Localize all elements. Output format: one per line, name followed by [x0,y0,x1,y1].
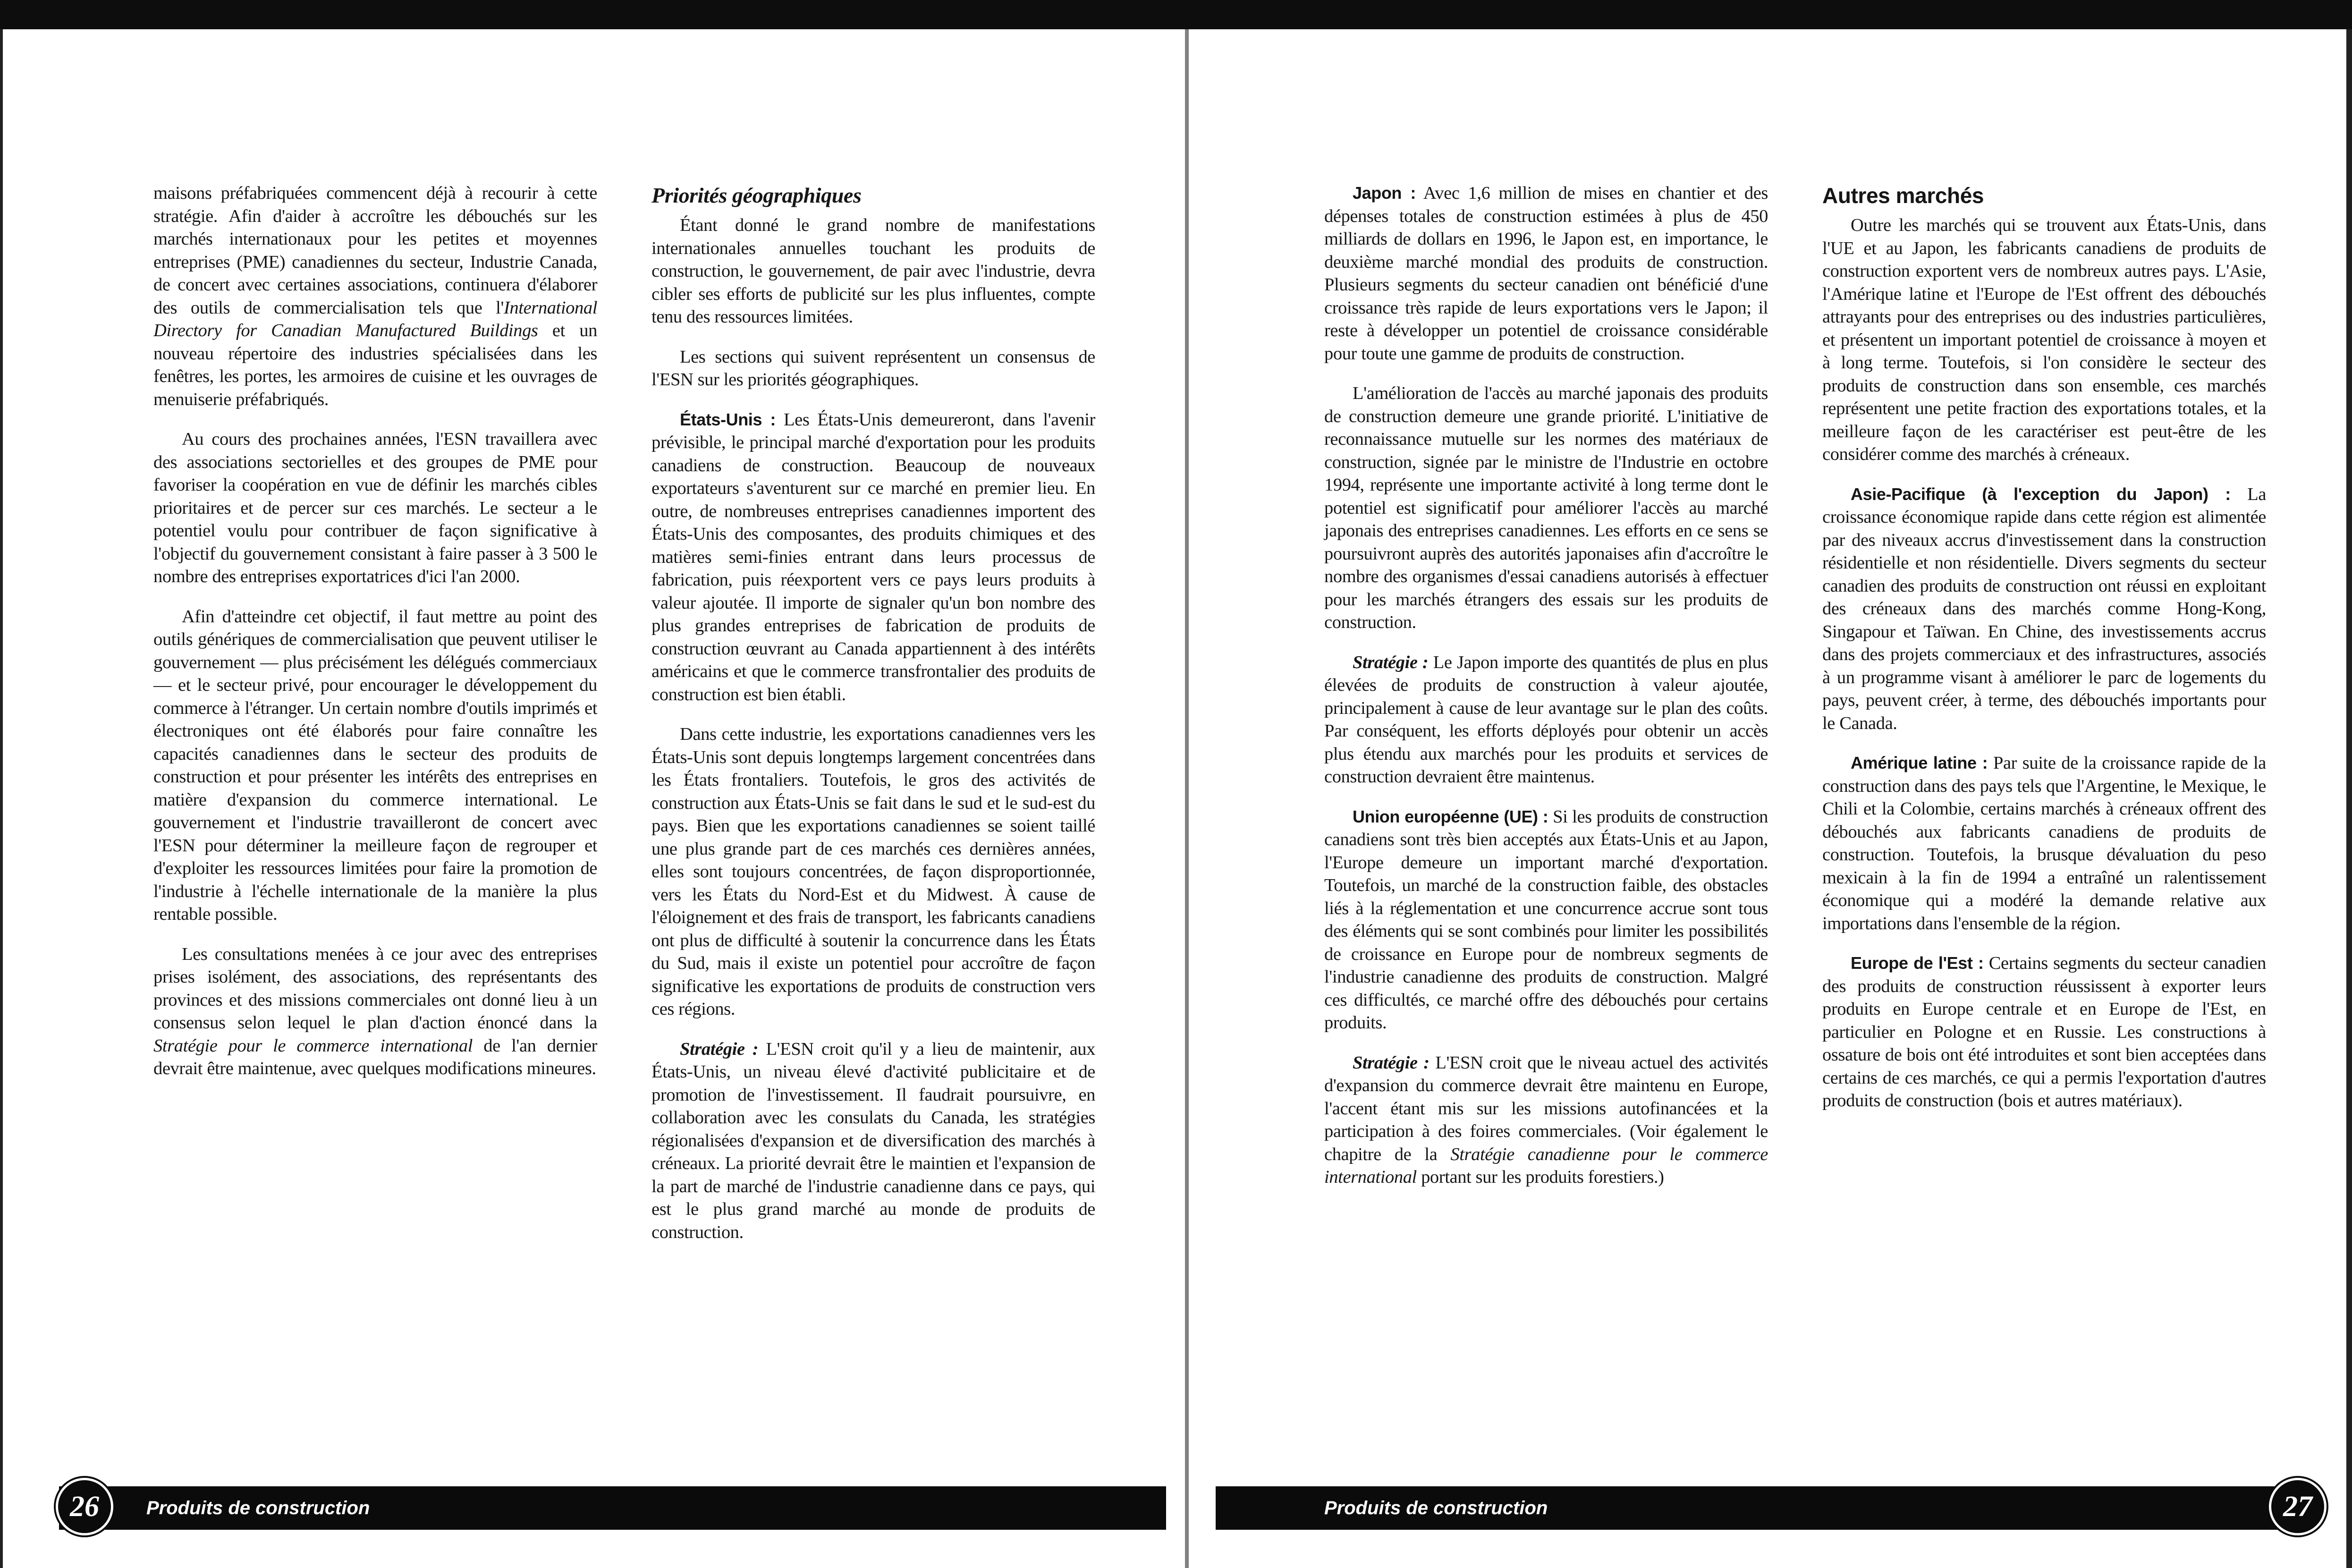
italic-title: International Directory for Canadian Manufactured Buildings [153,297,597,340]
text: L'ESN croit que le niveau actuel des activités d'expansion du commerce devrait être maintenu en Europe, l'accent étant mis sur les missions autofinancées et la participation à des foires commerciales. (Voir également le chapitre de la [1324,1052,1768,1164]
page-number-badge: 27 [2269,1478,2327,1535]
paragraph: Les sections qui suivent représentent un consensus de l'ESN sur les priorités géographiques. [651,347,1095,390]
footer-section-label: Produits de construction [1324,1498,1548,1518]
footer-bar-right [1216,1486,2278,1530]
section-heading-other-markets: Autres marchés [1822,183,1984,208]
paragraph [153,182,597,411]
text: Si les produits de construction canadiens sont très bien acceptés aux États-Unis et au Japon, l'Europe demeure un important marché d'exportation. Toutefois, un marché de la construction faible, des obstacles liés à la réglementation et une concurrence accrue sont tous des éléments qui se sont combinés pour limiter les possibilités de croissance en Europe pour de nombreux segments de l'industrie canadienne des produits de construction. Malgré ces difficultés, ce marché offre des débouchés pour certains produits. [1324,806,1768,1033]
paragraph: Afin d'atteindre cet objectif, il faut mettre au point des outils génériques de commercialisation que peuvent utiliser le gouvernement — plus précisément les délégués commerciaux — et le secteur privé, pour encourager le développement du commerce à l'étranger. Un certain nombre d'outils imprimés et électroniques ont été élaborés pour faire connaître les capacités canadiennes dans le secteur des produits de construction et pour présenter les intérêts des entreprises en matière d'expansion du commerce international. Le gouvernement et l'industrie travailleront de concert avec l'ESN pour déterminer la meilleure façon de regrouper et d'exploiter les ressources limitées pour faire la promotion de l'industrie à l'échelle internationale de la manière la plus rentable possible. [153,606,597,924]
text: portant sur les produits forestiers.) [1416,1167,1664,1187]
paragraph-asia-pacific [1822,483,2266,735]
book-spine-gutter [1185,29,1189,1568]
section-heading-geographic-priorities: Priorités géographiques [651,183,862,207]
page-number-badge: 26 [56,1478,113,1535]
italic-title: Stratégie pour le commerce international [153,1035,473,1056]
run-in-heading: Stratégie : [680,1039,759,1059]
right-page-column-1 [1324,182,1768,1206]
run-in-heading: Union européenne (UE) : [1353,806,1548,826]
paragraph-strategy [1324,1051,1768,1189]
text: maisons préfabriquées commencent déjà à recourir à cette stratégie. Afin d'aider à accroître les débouchés sur les marchés internationaux pour les petites et moyennes entreprises (PME) canadiennes du secteur, Industrie Canada, de concert avec certaines associations, continuera d'élaborer des outils de commercialisation tels que l' [153,183,597,318]
run-in-heading: Stratégie : [1353,1052,1430,1073]
run-in-heading: Japon : [1353,183,1416,203]
paragraph: Outre les marchés qui se trouvent aux États-Unis, dans l'UE et au Japon, les fabricants canadiens de produits de construction exportent vers de nombreux autres pays. L'Asie, l'Amérique latine et l'Europe de l'Est offrent des débouchés attrayants pour des entreprises ou des industries particulières, et présentent un important potentiel de croissance à moyen et à long terme. Toutefois, si l'on considère le secteur des produits de construction dans son ensemble, ces marchés représentent une petite fraction des exportations totales, et la meilleure façon de les caractériser est peut-être de les considérer comme des marchés à créneaux. [1822,215,2266,464]
footer-section-label: Produits de construction [146,1498,370,1518]
left-page-edge [0,29,3,1568]
italic-title: Stratégie canadienne pour le commerce international [1324,1144,1768,1187]
text: La croissance économique rapide dans cette région est alimentée par des niveaux accrus d'investissement dans la construction résidentielle et non résidentielle. Divers segments du secteur canadien des produits de construction ont réussi en exploitant des créneaux dans des marchés comme Hong-Kong, Singapour et Taïwan. En Chine, des investissements accrus dans des projets commerciaux et des infrastructures, associés à un programme visant à améliorer le parc de logements du pays, peuvent créer, à terme, des débouchés importants pour le Canada. [1822,484,2267,733]
text: Certains segments du secteur canadien des produits de construction réussissent à exporter leurs produits en Europe centrale et en Europe de l'Est, en particulier en Pologne et en Russie. Les constructions à ossature de bois ont été introduites et sont bien acceptées dans certains de ces marchés, ce qui a permis l'exportation d'autres produits de construction (bois et autres matériaux). [1822,953,2267,1110]
text: Avec 1,6 million de mises en chantier et des dépenses totales de construction estimées à plus de 450 milliards de dollars en 1996, le Japon est, en importance, le deuxième marché mondial des produits de construction. Plusieurs segments du secteur canadien ont bénéficié d'une croissance très rapide de leurs exportations vers le Japon; il reste à développer un potentiel de croissance considérable pour toute une gamme de produits de construction. [1324,183,1768,364]
paragraph-japan [1324,182,1768,365]
run-in-heading: Asie-Pacifique (à l'exception du Japon) : [1851,484,2231,504]
right-page-column-2 [1822,182,2266,1129]
paragraph: Étant donné le grand nombre de manifestations internationales annuelles touchant les produits de construction, le gouvernement, de pair avec l'industrie, devra cibler ses efforts de publicité sur les plus influentes, compte tenu des ressources limitées. [651,215,1095,327]
text: Les États-Unis demeureront, dans l'avenir prévisible, le principal marché d'exportation pour les produits canadiens de construction. Beaucoup de nouveaux exportateurs s'aventurent sur ce marché en premier lieu. En outre, de nombreuses entreprises canadiennes importent des États-Unis des composantes, des produits chimiques et des matières semi-finies entrant dans leurs processus de fabrication, puis réexportent vers ce pays leurs produits à valeur ajoutée. Il importe de signaler qu'un bon nombre des plus grandes entreprises de fabrication de produits de construction œuvrant au Canada appartiennent à des intérêts américains et que le commerce transfrontalier des produits de construction est bien établi. [651,409,1095,704]
left-page-column-2 [651,182,1095,1261]
paragraph-strategy [1324,651,1768,788]
paragraph-united-states [651,408,1095,706]
paragraph-latin-america [1822,752,2266,935]
footer-bar-left [59,1486,1166,1530]
text: Le Japon importe des quantités de plus en plus élevées de produits de construction à valeur ajoutée, principalement à cause de leur avantage sur le plan des coûts. Par conséquent, les efforts déployés pour obtenir un accès plus étendu aux marchés pour les produits et services de construction devraient être maintenus. [1324,652,1768,787]
paragraph-european-union [1324,805,1768,1034]
left-page-column-1 [153,182,597,1097]
paragraph-eastern-europe [1822,952,2266,1112]
text: Les consultations menées à ce jour avec des entreprises prises isolément, des associations, des représentants des provinces et des missions commerciales ont donné lieu à un consensus selon lequel le plan d'action énoncé dans la [153,944,597,1033]
top-edge-band [0,0,2352,29]
run-in-heading: Stratégie : [1353,652,1429,672]
run-in-heading: Europe de l'Est : [1851,953,1984,973]
paragraph [153,943,597,1080]
run-in-heading: Amérique latine : [1851,753,1988,772]
paragraph-strategy [651,1038,1095,1244]
paragraph: L'amélioration de l'accès au marché japonais des produits de construction demeure une grande priorité. L'initiative de reconnaissance mutuelle sur les normes des matériaux de construction, signée par le ministre de l'Industrie en octobre 1994, représente une importante activité à long terme dont le potentiel est significatif pour améliorer l'accès au marché japonais des entreprises canadiennes. Les efforts en ce sens se poursuivront auprès des autorités japonaises afin d'accroître le nombre des organismes d'essai canadiens autorisés à effectuer pour les marchés étrangers des essais sur les produits de construction. [1324,383,1768,632]
run-in-heading: États-Unis : [680,409,776,429]
text: L'ESN croit qu'il y a lieu de maintenir, aux États-Unis, un niveau élevé d'activité publicitaire et de promotion de l'investissement. Il faudrait poursuivre, en collaboration avec les consulats du Canada, les stratégies régionalisées d'expansion et de diversification des marchés à créneaux. La priorité devrait être le maintien et l'expansion de la part de marché de l'industrie canadienne dans ce pays, qui est le plus grand marché au monde de produits de construction. [651,1039,1095,1242]
text: et un nouveau répertoire des industries spécialisées dans les fenêtres, les portes, les armoires de cuisine et les ouvrages de menuiserie préfabriqués. [153,321,597,409]
paragraph: Dans cette industrie, les exportations canadiennes vers les États-Unis sont depuis longtemps largement concentrées dans les États frontaliers. Toutefois, le gros des activités de construction aux États-Unis se fait dans le sud et le sud-est du pays. Bien que les exportations canadiennes se soient taillé une plus grande part de ces marchés ces dernières années, elles sont toujours concentrées, de façon disproportionnée, vers les États du Nord-Est et du Midwest. À cause de l'éloignement et des frais de transport, les fabricants canadiens ont plus de difficulté à soutenir la concurrence dans les États du Sud, mais il existe un potentiel pour accroître de façon significative les exportations de produits de construction vers ces régions. [651,724,1095,1019]
text: Par suite de la croissance rapide de la construction dans des pays tels que l'Argentine, le Mexique, le Chili et la Colombie, certains marchés à créneaux offrent des débouchés aux fabricants canadiens de produits de construction. Toutefois, la brusque dévaluation du peso mexicain à la fin de 1994 a entraîné un ralentissement économique qui a modéré la demande relative aux importations dans l'ensemble de la région. [1822,753,2266,933]
right-page-edge [2346,29,2352,1568]
paragraph: Au cours des prochaines années, l'ESN travaillera avec des associations sectorielles et des groupes de PME pour favoriser la coopération en vue de définir les marchés cibles prioritaires et de percer sur ces marchés. Le secteur a le potentiel voulu pour contribuer de façon significative à l'objectif du gouvernement consistant à faire passer à 3 500 le nombre des entreprises exportatrices d'ici l'an 2000. [153,429,597,586]
text: de l'an dernier devrait être maintenue, avec quelques modifications mineures. [153,1035,597,1078]
